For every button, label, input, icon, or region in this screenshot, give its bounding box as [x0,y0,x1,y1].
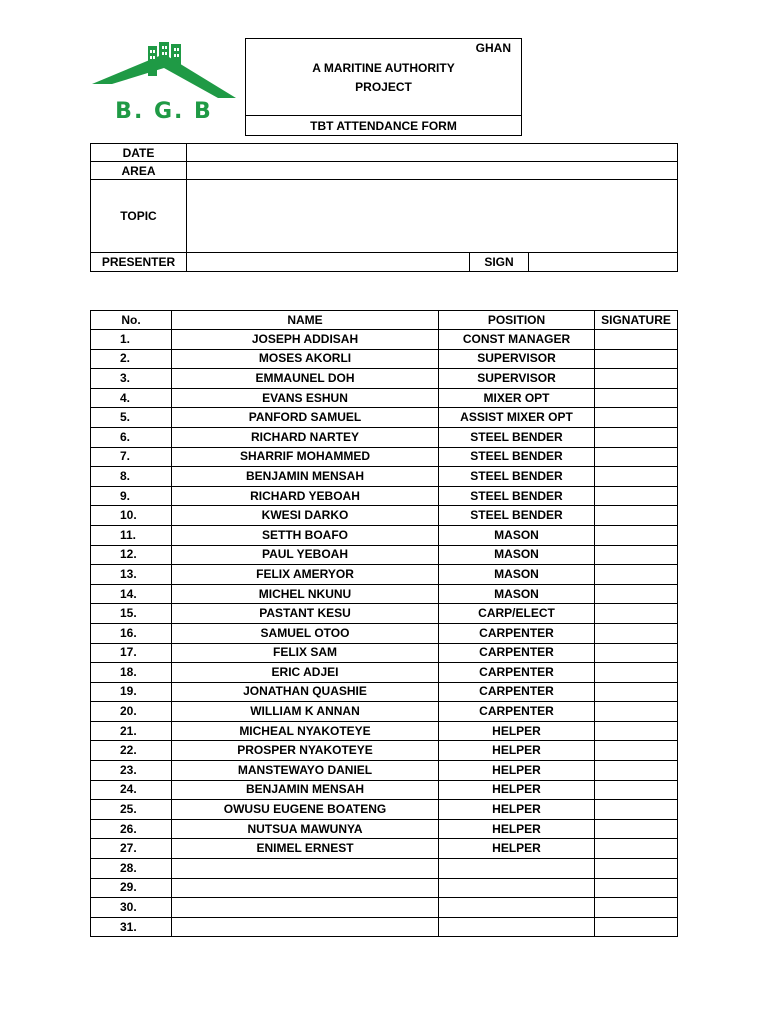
row-name: BENJAMIN MENSAH [172,780,439,800]
row-signature-field[interactable] [595,467,678,487]
row-position: ASSIST MIXER OPT [439,408,595,428]
project-title-line1: A MARITINE AUTHORITY [312,61,455,75]
table-row [91,643,678,663]
row-number: 28. [91,859,172,879]
column-header-name: NAME [172,311,439,330]
project-title-line2: PROJECT [355,80,412,94]
row-name: MICHEL NKUNU [172,584,439,604]
row-signature-field[interactable] [595,408,678,428]
row-name: EMMAUNEL DOH [172,369,439,389]
row-name: MOSES AKORLI [172,349,439,369]
row-number: 13. [91,565,172,585]
row-number: 25. [91,800,172,820]
table-row [91,467,678,487]
column-header-position: POSITION [439,311,595,330]
area-field[interactable] [187,162,678,180]
table-row [91,388,678,408]
row-signature-field[interactable] [595,486,678,506]
session-info-table [90,143,678,272]
row-number: 7. [91,447,172,467]
row-position: HELPER [439,780,595,800]
row-name [172,917,439,937]
row-number: 1. [91,330,172,350]
row-number: 30. [91,898,172,918]
row-name: SHARRIF MOHAMMED [172,447,439,467]
row-position: MIXER OPT [439,388,595,408]
row-name: PANFORD SAMUEL [172,408,439,428]
row-signature-field[interactable] [595,741,678,761]
table-row [91,349,678,369]
table-row [91,506,678,526]
row-position [439,859,595,879]
row-name: FELIX SAM [172,643,439,663]
table-row [91,545,678,565]
row-position: CARPENTER [439,643,595,663]
row-name: JOSEPH ADDISAH [172,330,439,350]
row-name: ENIMEL ERNEST [172,839,439,859]
row-position: MASON [439,525,595,545]
row-position: HELPER [439,761,595,781]
row-number: 24. [91,780,172,800]
table-row [91,682,678,702]
table-row [91,839,678,859]
table-row [91,565,678,585]
row-signature-field[interactable] [595,545,678,565]
row-number: 19. [91,682,172,702]
row-position: HELPER [439,800,595,820]
table-row [91,741,678,761]
table-row [91,525,678,545]
row-position: STEEL BENDER [439,506,595,526]
table-row [91,917,678,937]
table-row [91,721,678,741]
row-number: 26. [91,819,172,839]
row-position [439,878,595,898]
row-number: 16. [91,623,172,643]
row-position: CARP/ELECT [439,604,595,624]
row-name: SAMUEL OTOO [172,623,439,643]
row-number: 3. [91,369,172,389]
row-signature-field[interactable] [595,800,678,820]
row-position: CARPENTER [439,702,595,722]
table-row [91,800,678,820]
row-signature-field[interactable] [595,506,678,526]
table-row [91,702,678,722]
row-name: PASTANT KESU [172,604,439,624]
row-signature-field[interactable] [595,369,678,389]
row-name: EVANS ESHUN [172,388,439,408]
table-row [91,780,678,800]
row-position: CARPENTER [439,623,595,643]
row-name: RICHARD YEBOAH [172,486,439,506]
table-row [91,584,678,604]
date-field[interactable] [187,144,678,162]
row-name: FELIX AMERYOR [172,565,439,585]
table-row [91,898,678,918]
row-signature-field[interactable] [595,839,678,859]
row-position: MASON [439,565,595,585]
table-row [91,447,678,467]
row-signature-field[interactable] [595,349,678,369]
row-position: HELPER [439,721,595,741]
form-title: TBT ATTENDANCE FORM [245,116,522,136]
area-label: AREA [91,162,187,180]
row-position [439,917,595,937]
table-row [91,604,678,624]
row-position: STEEL BENDER [439,447,595,467]
row-name: NUTSUA MAWUNYA [172,819,439,839]
row-number: 23. [91,761,172,781]
row-name [172,898,439,918]
presenter-label: PRESENTER [91,253,187,272]
column-header-signature: SIGNATURE [595,311,678,330]
row-signature-field[interactable] [595,388,678,408]
row-position: HELPER [439,741,595,761]
row-position: SUPERVISOR [439,349,595,369]
company-logo [90,40,238,128]
row-signature-field[interactable] [595,819,678,839]
row-name: BENJAMIN MENSAH [172,467,439,487]
row-number: 10. [91,506,172,526]
row-name: WILLIAM K ANNAN [172,702,439,722]
row-signature-field[interactable] [595,859,678,879]
row-signature-field[interactable] [595,721,678,741]
row-number: 20. [91,702,172,722]
table-row [91,486,678,506]
row-position: STEEL BENDER [439,427,595,447]
sign-label: SIGN [470,253,529,272]
table-row [91,859,678,879]
row-signature-field[interactable] [595,584,678,604]
row-position: HELPER [439,839,595,859]
table-row [91,369,678,389]
row-number: 12. [91,545,172,565]
row-signature-field[interactable] [595,565,678,585]
row-position: STEEL BENDER [439,467,595,487]
row-name: RICHARD NARTEY [172,427,439,447]
row-signature-field[interactable] [595,878,678,898]
row-position [439,898,595,918]
row-number: 22. [91,741,172,761]
date-label: DATE [91,144,187,162]
table-row [91,878,678,898]
row-name: ERIC ADJEI [172,663,439,683]
row-signature-field[interactable] [595,623,678,643]
row-number: 2. [91,349,172,369]
table-row [91,623,678,643]
topic-field[interactable] [187,180,678,253]
table-row [91,427,678,447]
project-title-box [245,38,522,116]
row-number: 21. [91,721,172,741]
row-position: SUPERVISOR [439,369,595,389]
row-name [172,878,439,898]
row-number: 31. [91,917,172,937]
presenter-field[interactable] [187,253,470,272]
row-signature-field[interactable] [595,682,678,702]
row-number: 27. [91,839,172,859]
row-signature-field[interactable] [595,643,678,663]
row-number: 17. [91,643,172,663]
row-name: PROSPER NYAKOTEYE [172,741,439,761]
row-signature-field[interactable] [595,917,678,937]
row-name [172,859,439,879]
row-signature-field[interactable] [595,330,678,350]
row-position: CARPENTER [439,663,595,683]
header-top-right: GHAN [475,41,511,55]
row-number: 15. [91,604,172,624]
row-name: JONATHAN QUASHIE [172,682,439,702]
row-signature-field[interactable] [595,447,678,467]
row-signature-field[interactable] [595,761,678,781]
row-number: 5. [91,408,172,428]
row-name: MICHEAL NYAKOTEYE [172,721,439,741]
row-name: SETTH BOAFO [172,525,439,545]
table-row [91,663,678,683]
row-number: 18. [91,663,172,683]
row-name: MANSTEWAYO DANIEL [172,761,439,781]
house-building-logo-icon [90,40,238,100]
row-position: CARPENTER [439,682,595,702]
row-name: OWUSU EUGENE BOATENG [172,800,439,820]
column-header-no: No. [91,311,172,330]
row-position: CONST MANAGER [439,330,595,350]
row-position: STEEL BENDER [439,486,595,506]
row-signature-field[interactable] [595,702,678,722]
row-position: HELPER [439,819,595,839]
row-number: 4. [91,388,172,408]
row-number: 9. [91,486,172,506]
attendance-table [90,310,678,937]
table-row [91,819,678,839]
row-name: KWESI DARKO [172,506,439,526]
row-number: 29. [91,878,172,898]
row-signature-field[interactable] [595,525,678,545]
row-signature-field[interactable] [595,898,678,918]
row-signature-field[interactable] [595,427,678,447]
presenter-sign-field[interactable] [529,253,678,272]
table-row [91,330,678,350]
topic-label: TOPIC [91,180,187,253]
row-position: MASON [439,545,595,565]
row-signature-field[interactable] [595,780,678,800]
row-signature-field[interactable] [595,663,678,683]
logo-text: B. G. B [115,99,213,124]
table-row [91,761,678,781]
row-signature-field[interactable] [595,604,678,624]
row-number: 14. [91,584,172,604]
row-position: MASON [439,584,595,604]
row-number: 11. [91,525,172,545]
row-name: PAUL YEBOAH [172,545,439,565]
table-row [91,408,678,428]
row-number: 6. [91,427,172,447]
row-number: 8. [91,467,172,487]
